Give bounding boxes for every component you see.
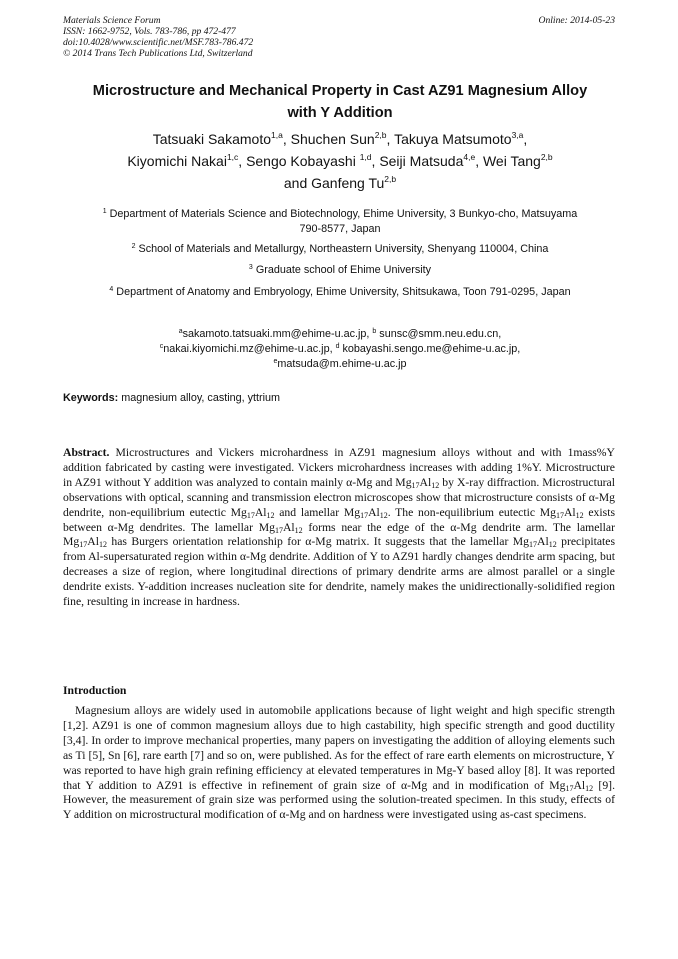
author-sep: , — [386, 131, 395, 147]
abstract-text: Al — [563, 505, 576, 519]
email-sup: c — [159, 343, 164, 350]
subscript: 12 — [431, 480, 440, 490]
author-list — [40, 128, 640, 194]
email-line-1 — [60, 327, 620, 342]
subscript: 12 — [294, 525, 303, 535]
subscript: 12 — [266, 510, 275, 520]
abstract-text: Al — [537, 535, 549, 549]
subscript: 17 — [79, 540, 88, 550]
subscript: 17 — [565, 783, 574, 793]
email-sup: b — [372, 328, 377, 335]
author-sep: , — [282, 131, 291, 147]
doi-line: doi:10.4028/www.scientific.net/MSF.783-786.472 — [63, 37, 254, 48]
affiliation-sup: 2 — [131, 243, 136, 250]
author-name: and Ganfeng Tu — [283, 175, 385, 191]
author-sup: 3,a — [511, 130, 524, 140]
author-sep: , — [371, 153, 380, 169]
abstract-text: and lamellar Mg — [274, 505, 361, 519]
author-line-1 — [40, 128, 640, 150]
author-line-2 — [40, 150, 640, 172]
email-block — [60, 327, 620, 372]
abstract-text: by X-ray diffraction. Microstructural observations with optical, scanning and transmission electron microscopes show that microstructure consists of α-Mg dendrite, non-equilibrium eutectic Mg — [63, 475, 615, 519]
subscript: 17 — [529, 540, 538, 550]
author-sup: 2,b — [384, 174, 397, 184]
affiliation-sup: 4 — [109, 286, 114, 293]
affiliation-2 — [60, 242, 620, 257]
subscript: 12 — [379, 510, 388, 520]
subscript: 17 — [411, 480, 420, 490]
keywords-text: magnesium alloy, casting, yttrium — [118, 392, 281, 404]
affiliation-1-line-2: 790-8577, Japan — [299, 223, 381, 235]
author-sup: 2,b — [374, 130, 387, 140]
affiliation-text: Graduate school of Ehime University — [252, 264, 432, 276]
abstract-text: Al — [419, 475, 432, 489]
paper-title — [40, 80, 640, 124]
affiliation-text: School of Materials and Metallurgy, Northeastern University, Shenyang 110004, China — [135, 243, 549, 255]
online-date: Online: 2014-05-23 — [538, 15, 615, 26]
author-sup: 1,d — [359, 152, 372, 162]
subscript: 17 — [274, 525, 283, 535]
author-name: Shuchen Sun — [290, 131, 375, 147]
author-sep: , — [238, 153, 247, 169]
introduction-heading: Introduction — [63, 684, 127, 697]
author-sup: 1,c — [226, 152, 239, 162]
author-sup: 4,e — [463, 152, 476, 162]
email-d[interactable]: kobayashi.sengo.me@ehime-u.ac.jp, — [339, 343, 521, 355]
author-sep: , — [523, 131, 528, 147]
abstract-text: . The non-equilibrium eutectic Mg — [387, 505, 556, 519]
keywords-label: Keywords: — [63, 392, 119, 404]
author-name: Tatsuaki Sakamoto — [152, 131, 272, 147]
subscript: 12 — [548, 540, 557, 550]
subscript: 17 — [555, 510, 564, 520]
author-name: Sengo Kobayashi — [246, 153, 360, 169]
subscript: 12 — [585, 783, 594, 793]
affiliation-1 — [60, 207, 620, 237]
email-sup: d — [335, 343, 340, 350]
author-line-3 — [40, 172, 640, 194]
abstract — [63, 446, 615, 610]
abstract-text: precipitates from Al-supersaturated region within α-Mg dendrite. Addition of Y to AZ91 hardly changes dendrite arm spacing, but decreases a size of region, where longitudinal directions of primary dendrite arms are almost parallel or a single dendrite exists. Y-addition increases nucleation site for dendrite, namely makes the unidirectionally-solidified region fine, resulting in increase in hardness. — [63, 535, 615, 609]
email-e[interactable]: matsuda@m.ehime-u.ac.jp — [277, 358, 407, 370]
abstract-text: Al — [254, 505, 267, 519]
abstract-text: Microstructures and Vickers microhardness in AZ91 magnesium alloys without and with 1mass%Y addition fabricated by casting were investigated. Vickers microhardness increases with adding 1%Y. Microstructure in AZ91 without Y addition was analyzed to contain mainly α-Mg and Mg — [63, 446, 615, 489]
author-sep: , — [475, 153, 483, 169]
affiliation-4 — [60, 285, 620, 300]
title-line-1: Microstructure and Mechanical Property in Cast AZ91 Magnesium Alloy — [92, 83, 588, 99]
author-name: Kiyomichi Nakai — [127, 153, 227, 169]
affiliation-1-line-1 — [60, 207, 620, 222]
author-name: Seiji Matsuda — [379, 153, 464, 169]
email-a[interactable]: sakamoto.tatsuaki.mm@ehime-u.ac.jp, — [182, 328, 373, 340]
affiliation-3 — [60, 263, 620, 278]
issn-line: ISSN: 1662-9752, Vols. 783-786, pp 472-477 — [63, 26, 236, 37]
author-sup: 1,a — [271, 130, 283, 140]
intro-text: Magnesium alloys are widely used in automobile applications because of light weight and high specific strength [1,2]. AZ91 is one of common magnesium alloys due to high castability, high specific strength and good ductility [3,4]. In order to improve mechanical properties, many papers on investigating the addition of alloying elements such as Ti [5], Sn [6], rare earth [7] and so on, were published. As for the effect of rare earth elements on microstructure, Y was reported to have high grain refining efficiency at elevated temperatures in Mg-Y based alloy [8]. It was reported that Y addition to AZ91 is effective in refinement of grain size of α-Mg and in modification of Mg — [63, 704, 615, 792]
subscript: 17 — [360, 510, 369, 520]
abstract-text: Al — [87, 535, 99, 549]
email-c[interactable]: nakai.kiyomichi.mz@ehime-u.ac.jp, — [163, 343, 336, 355]
subscript: 17 — [246, 510, 255, 520]
abstract-text: forms near the edge of the α-Mg dendrite arm. The lamellar Mg — [63, 520, 615, 549]
affiliation-sup: 1 — [102, 208, 107, 215]
subscript: 12 — [575, 510, 584, 520]
author-name: Takuya Matsumoto — [394, 131, 512, 147]
intro-text: [9]. However, the measurement of grain size was performed using the solution-treated specimen. In this study, effects of Y addition on microstructural modification of α-Mg and on hardness were investigated using as-cast specimens. — [63, 778, 615, 822]
email-line-2 — [60, 342, 620, 357]
introduction-body — [63, 704, 615, 823]
affiliation-text: Department of Materials Science and Biotechnology, Ehime University, 3 Bunkyo-cho, Matsuyama — [106, 208, 578, 220]
abstract-text: has Burgers orientation relationship for α-Mg matrix. It suggests that the lamellar Mg — [106, 535, 530, 549]
email-sup: a — [178, 328, 183, 335]
abstract-text: exists between α-Mg dendrites. The lamellar Mg — [63, 505, 615, 534]
author-sup: 2,b — [540, 152, 553, 162]
abstract-text: Al — [368, 505, 380, 519]
affiliation-sup: 3 — [248, 264, 253, 271]
affiliation-text: Department of Anatomy and Embryology, Ehime University, Shitsukawa, Toon 791-0295, Japan — [113, 286, 571, 298]
journal-name: Materials Science Forum — [63, 15, 161, 26]
intro-text: Al — [573, 778, 586, 792]
keywords — [63, 391, 615, 405]
copyright-line: © 2014 Trans Tech Publications Ltd, Switzerland — [63, 48, 253, 59]
subscript: 12 — [98, 540, 107, 550]
abstract-text: Al — [282, 520, 295, 534]
email-sup: e — [273, 358, 278, 365]
author-name: Wei Tang — [482, 153, 541, 169]
title-line-2: with Y Addition — [287, 105, 393, 121]
abstract-label: Abstract. — [63, 446, 110, 459]
email-b[interactable]: sunsc@smm.neu.edu.cn, — [376, 328, 502, 340]
email-line-3 — [60, 357, 620, 372]
journal-header — [63, 15, 615, 59]
